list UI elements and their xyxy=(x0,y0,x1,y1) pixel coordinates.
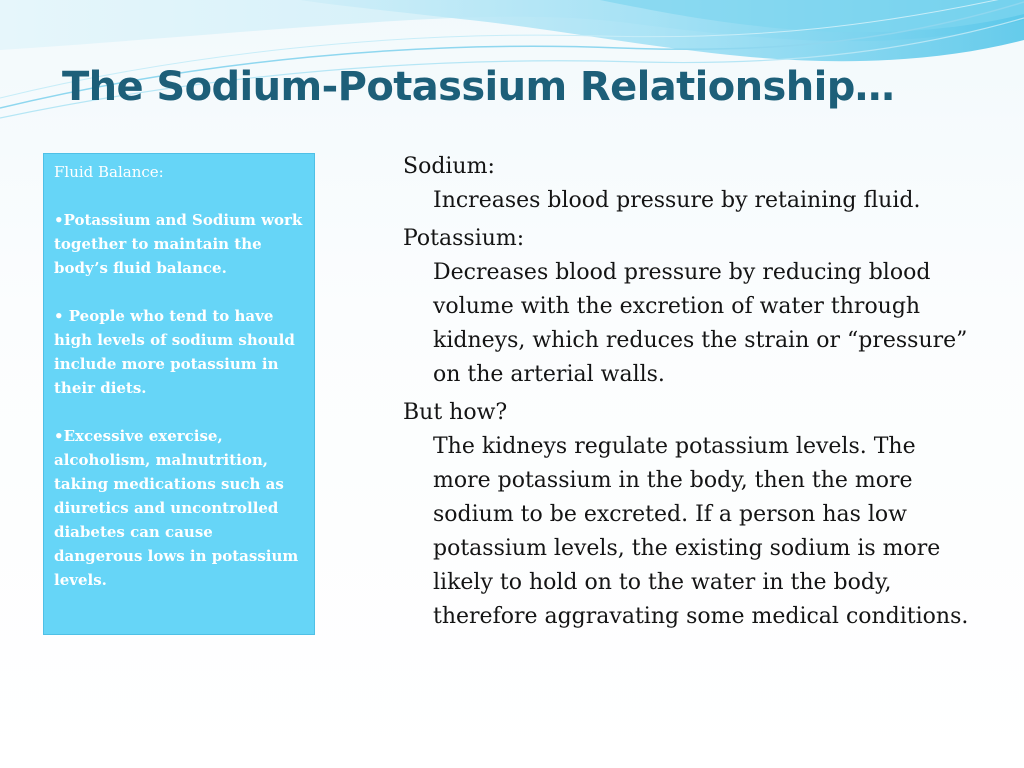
potassium-text: Decreases blood pressure by reducing blood volume with the excretion of water through kidneys, which reduces the strain or “pressure” on the arterial walls. xyxy=(433,260,968,387)
fluid-balance-point: •Potassium and Sodium work together to maintain the body’s fluid balance. xyxy=(54,211,303,277)
fluid-balance-box xyxy=(43,153,315,635)
fluid-balance-point: •Excessive exercise, alcoholism, malnutrition, taking medications such as diuretics and uncontrolled diabetes can cause dangerous lows in potassium levels. xyxy=(54,427,299,589)
sodium-label: Sodium: xyxy=(403,154,495,179)
fluid-balance-point: • People who tend to have high levels of sodium should include more potassium in their diets. xyxy=(54,307,295,397)
fluid-balance-heading: Fluid Balance: xyxy=(54,163,164,181)
but-how-label: But how? xyxy=(403,400,508,425)
slide-title: The Sodium-Potassium Relationship… xyxy=(62,64,895,110)
main-content xyxy=(403,150,1003,638)
potassium-label: Potassium: xyxy=(403,226,525,251)
sodium-text: Increases blood pressure by retaining fluid. xyxy=(433,188,921,213)
but-how-text: The kidneys regulate potassium levels. The more potassium in the body, then the more sodium to be excreted. If a person has low potassium levels, the existing sodium is more likely to hold on to the water in the body, therefore aggravating some medical conditions. xyxy=(433,434,969,629)
